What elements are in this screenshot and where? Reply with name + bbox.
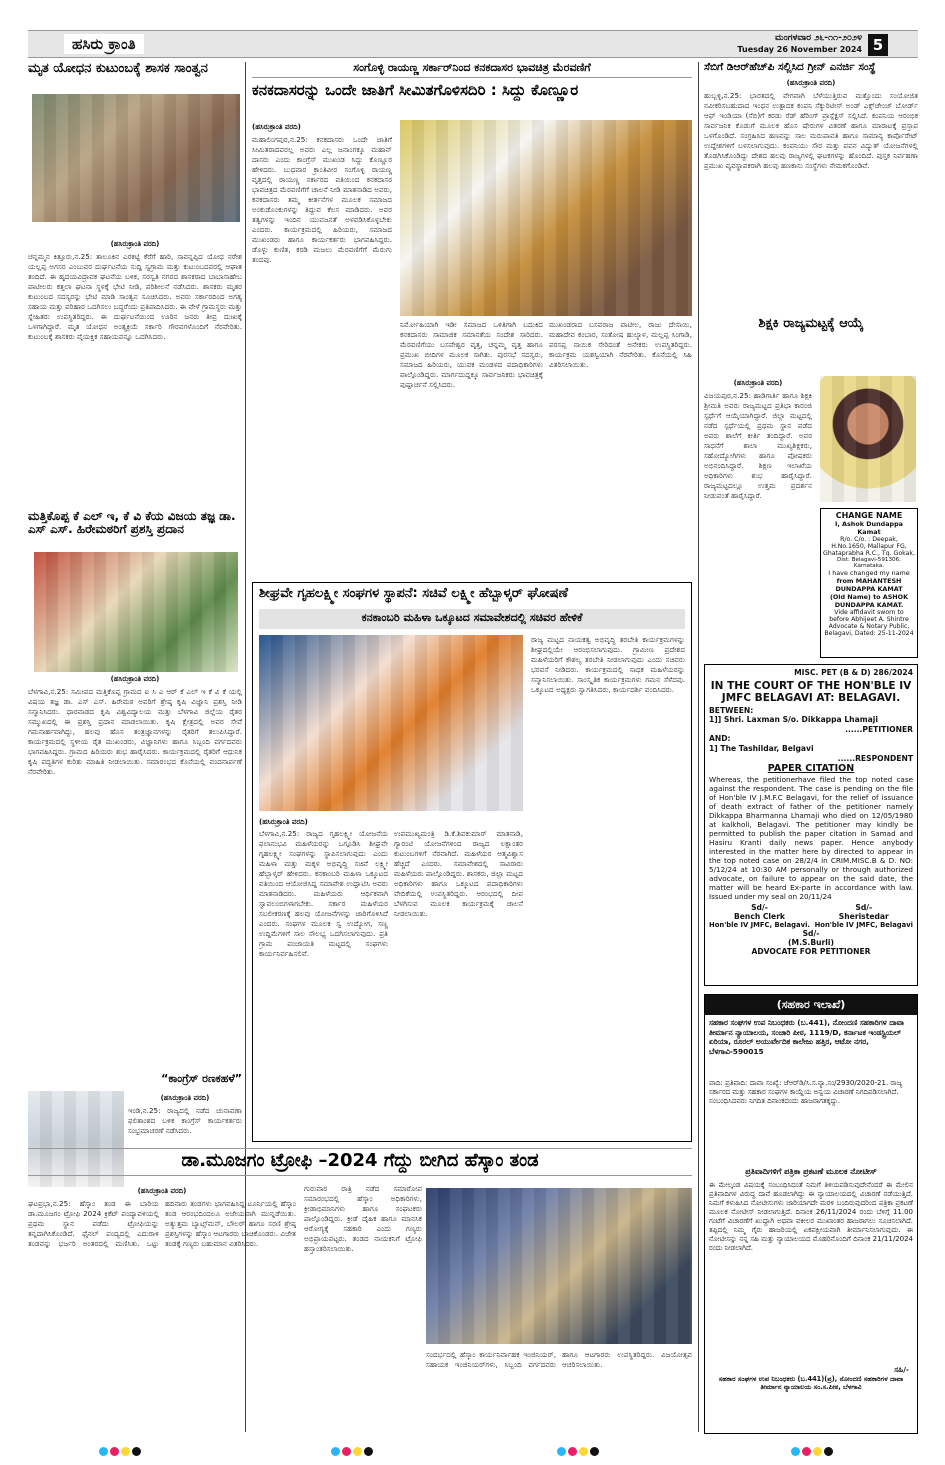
registration-dot [579,1447,588,1456]
body-kanakadasa-c: ಮುಖಂಡರಾದ ಬಸವರಾಜ ಪಾಟೀಲ, ರಾಜು ದೇಸಾಯಿ, ಮಹಾದೇವ ಕಂಬಾರ, ಸಂತೋಷ ಹುಲ್ಯಾಳ, ಮಲ್ಲಪ್ಪ ಸಿಂಗಾಡಿ, ಪರಸಪ್ಪ ನಾಯಿಕ ಸೇರಿದಂತೆ ಅನೇಕರು ಉಪಸ್ಥಿತರಿದ್ದರು. ಕಾರ್ಯಕ್ರಮ ಯಶಸ್ವಿಯಾಗಿ ನೆರವೇರಿತು. ಕೊನೆಯಲ್ಲಿ ಸಿಹಿ ವಿತರಿಸಲಾಯಿತು. [549,320,692,369]
change-name-line: DUNDAPPA KAMAT [835,585,903,593]
credit-teacher: (ಹಸಿರುಕ್ರಾಂತಿ ವರದಿ) [733,379,783,387]
credit-award: (ಹಸಿರುಕ್ರಾಂತಿ ವರದಿ) [110,675,160,683]
photo-gruhalakshmi-event [259,635,523,811]
masthead-date-en: Tuesday 26 November 2024 [737,45,862,54]
headline-gruhalakshmi: ಶೀಘ್ರವೇ ಗೃಹಲಕ್ಷ್ಮೀ ಸಂಘಗಳ ಸ್ಥಾಪನೆ: ಸಚಿವೆ ಲಕ್ಷ್ಮೀ ಹೆಬ್ಬಾಳ್ಕರ್ ಘೋಷಣೆ [259,586,569,601]
court-name-2: Hon'ble IV JMFC, Belagavi [814,921,913,930]
court-bench-clerk: Bench Clerk [733,912,785,922]
court-sd-advocate: Sd/- [802,929,820,939]
masthead-title: ಹಸಿರು ಕ್ರಾಂತಿ [64,34,144,54]
headline-congress: “ಕಾಂಗ್ರೆಸ್ ರಣಕಹಳೆ” [161,1073,242,1085]
body-gruhalakshmi-b: ಉಪಮುಖ್ಯಮಂತ್ರಿ ಡಿ.ಕೆ.ಶಿವಕುಮಾರ್ ಮಾತನಾಡಿ, ಗ್ಯಾರಂಟಿ ಯೋಜನೆಗಳಿಂದ ರಾಜ್ಯದ ಲಕ್ಷಾಂತರ ಕುಟುಂಬಗಳಿಗೆ ನೆರವಾಗಿದೆ. ಮಹಿಳೆಯರ ಆತ್ಮವಿಶ್ವಾಸ ಹೆಚ್ಚಿದೆ ಎಂದರು. ಸಮಾವೇಶದಲ್ಲಿ ಸಾವಿರಾರು ಮಹಿಳೆಯರು ಪಾಲ್ಗೊಂಡಿದ್ದರು. ಶಾಸಕರು, ಜಿಲ್ಲಾ ಮಟ್ಟದ ಅಧಿಕಾರಿಗಳು ಹಾಗೂ ಒಕ್ಕೂಟದ ಪದಾಧಿಕಾರಿಗಳು ವೇದಿಕೆಯಲ್ಲಿ ಉಪಸ್ಥಿತರಿದ್ದರು. ಆರಂಭದಲ್ಲಿ ದೀಪ ಬೆಳಗಿಸುವ ಮೂಲಕ ಕಾರ್ಯಕ್ರಮಕ್ಕೆ ಚಾಲನೆ ನೀಡಲಾಯಿತು. [394,829,523,918]
coop-notice-title: ಪ್ರತಿವಾದಿಗಳಿಗೆ ಪತ್ರಿಕಾ ಪ್ರಕಟಣೆ ಮೂಲಕ ನೋಟೀಸ್ [745,1167,877,1176]
change-name-line: before Abhijeet A. Shintre [829,616,909,623]
credit-congress: (ಹಸಿರುಕ್ರಾಂತಿ ವರದಿ) [160,1094,210,1102]
court-between: BETWEEN: [709,705,754,715]
body-cricket-c: ಸಂದರ್ಭದಲ್ಲಿ ಹೆಸ್ಕಾಂ ಕಾರ್ಯನಿರ್ವಾಹಕ ಇಂಜಿನಿಯರ್, ಸಹಾಯಕ ಇಂಜಿನಿಯರ್‌ಗಳು, ಸಿಬ್ಬಂದಿ ವರ್ಗದವರು ಹಾಗೂ ಆಟಗಾರರು ಉಪಸ್ಥಿತರಿದ್ದರು. ವಿಜಯೋತ್ಸವ ಆಚರಿಸಲಾಯಿತು. [426,1350,692,1369]
registration-dot [802,1447,811,1456]
body-green-energy: ಹುಬ್ಬಳ್ಳಿ,ನ.25: ಭಾರತದಲ್ಲಿ ವೇಗವಾಗಿ ಬೆಳೆಯುತ್ತಿರುವ ಮತ್ತೊಂದು ಸಂಯೋಜಿತ ನವೀಕರಿಸಬಹುದಾದ ಇಂಧನ ಉತ್ಪಾದಕ ಕಂಪನಿ ಸೆಕ್ಯುರಿಟೀಸ್ ಅಂಡ್ ಎಕ್ಸ್‌ಚೇಂಜ್ ಬೋರ್ಡ್ ಆಫ್ ಇಂಡಿಯಾ (ಸೆಬಿ)ಗೆ ಕರಡು ರೆಡ್ ಹೆರಿಂಗ್ ಪ್ರಾಸ್ಪೆಕ್ಟಸ್ ಸಲ್ಲಿಸಿದೆ. ಕಂಪನಿಯ ಆರಂಭಿಕ ಸಾರ್ವಜನಿಕ ಕೊಡುಗೆ ಮೂಲಕ ಹೊಸ ಷೇರುಗಳ ವಿತರಣೆ ಹಾಗೂ ಮಾರಾಟಕ್ಕೆ ಪ್ರಸ್ತಾಪ ಒಳಗೊಂಡಿದೆ. ಸಂಗ್ರಹಿಸಿದ ಹಣವನ್ನು ಸಾಲ ಮರುಪಾವತಿ ಹಾಗೂ ಸಾಮಾನ್ಯ ಕಾರ್ಪೊರೇಟ್ ಉದ್ದೇಶಗಳಿಗೆ ಬಳಸಲಾಗುವುದು. ಕಂಪನಿಯು ಸೌರ ಮತ್ತು ಪವನ ವಿದ್ಯುತ್ ಯೋಜನೆಗಳಲ್ಲಿ ತೊಡಗಿಸಿಕೊಂಡಿದ್ದು ದೇಶದ ಹಲವು ರಾಜ್ಯಗಳಲ್ಲಿ ಘಟಕಗಳನ್ನು ಹೊಂದಿದೆ. ಪುಸ್ತಕ ನಿರ್ವಹಣಾ ಪ್ರಮುಖ ವ್ಯವಸ್ಥಾಪಕರಾಗಿ ಹಲವು ಹಣಕಾಸು ಸಂಸ್ಥೆಗಳು ನೇಮಕಗೊಂಡಿವೆ. [704,91,918,170]
photo-award [34,552,238,672]
court-respondent: 1] The Tashildar, Belgavi [709,743,814,753]
court-citation-title: PAPER CITATION [767,763,855,775]
registration-dots-center [330,1441,374,1460]
body-teacher: ವಿಜಯಪುರ,ನ.25: ಹಾಡಿಗಾರ್ತಿ ಹಾಗೂ ಶಿಕ್ಷಕಿ ಶ್ರೀಮತಿ ಅವರು ರಾಜ್ಯಮಟ್ಟದ ಪ್ರತಿಭಾ ಕಾರಂಜಿ ಸ್ಪರ್ಧೆಗೆ ಆಯ್ಕೆಯಾಗಿದ್ದಾರೆ. ಜಿಲ್ಲಾ ಮಟ್ಟದಲ್ಲಿ ನಡೆದ ಸ್ಪರ್ಧೆಯಲ್ಲಿ ಪ್ರಥಮ ಸ್ಥಾನ ಪಡೆದ ಅವರು ಶಾಲೆಗೆ ಕೀರ್ತಿ ತಂದಿದ್ದಾರೆ. ಅವರ ಸಾಧನೆಗೆ ಶಾಲಾ ಮುಖ್ಯಶಿಕ್ಷಕರು, ಸಹೋದ್ಯೋಗಿಗಳು ಹಾಗೂ ಪೋಷಕರು ಅಭಿನಂದಿಸಿದ್ದಾರೆ. ಶಿಕ್ಷಣ ಇಲಾಖೆಯ ಅಧಿಕಾರಿಗಳು ಶುಭ ಹಾರೈಸಿದ್ದಾರೆ. ರಾಜ್ಯಮಟ್ಟದಲ್ಲೂ ಉತ್ತಮ ಪ್ರದರ್ಶನ ನೀಡುವಂತೆ ಹಾರೈಸಿದ್ದಾರೆ. [704,391,812,500]
change-name-line: Ghataprabha R.C., Tq. Gokak, [823,550,915,557]
registration-dot [557,1447,566,1456]
court-respondent-role: ......RESPONDENT [837,753,913,763]
credit-green-energy: (ಹಸಿರುಕ್ರಾಂತಿ ವರದಿ) [786,79,836,87]
right-column [704,62,918,1434]
registration-dot [132,1447,141,1456]
headline-award: ಮತ್ತಿಕೊಪ್ಪ ಕೆ ಎಲ್ ಇ, ಕೆ ವಿ ಕೆಯ ವಿಜಯ ತಜ್ಞ ಡಾ. ಎಸ್ ಎಸ್. ಹಿರೇಮಠರಿಗೆ ಪ್ರಶಸ್ತಿ ಪ್ರದಾನ [28,510,236,537]
coop-notice [704,994,918,1434]
coop-sign: ಸಹಿ/- [894,1365,909,1374]
change-name-line: I have changed my name [828,569,910,577]
headline-teacher: ಶಿಕ್ಷಕಿ ರಾಜ್ಯಮಟ್ಟಕ್ಕೆ ಆಯ್ಕೆ [758,317,864,331]
change-name-line: (Old Name) to ASHOK [829,593,909,601]
registration-dot [364,1447,373,1456]
body-cricket-b: ಗುರುವಾರ ರಾತ್ರಿ ನಡೆದ ಸಮಾರೋಪ ಸಮಾರಂಭದಲ್ಲಿ ಹೆಸ್ಕಾಂ ಅಧಿಕಾರಿಗಳು, ಕ್ರೀಡಾಭಿಮಾನಿಗಳು ಹಾಗೂ ಸಂಘಟಕರು ಪಾಲ್ಗೊಂಡಿದ್ದರು. ಕ್ರೀಡೆ ದೈಹಿಕ ಹಾಗೂ ಮಾನಸಿಕ ಆರೋಗ್ಯಕ್ಕೆ ಸಹಕಾರಿ ಎಂದು ಗಣ್ಯರು ಅಭಿಪ್ರಾಯಪಟ್ಟರು. ತಂಡದ ನಾಯಕನಿಗೆ ಟ್ರೋಫಿ ಹಸ್ತಾಂತರಿಸಲಾಯಿತು. [304,1184,422,1253]
body-congress: ಇಂಡಿ,ನ.25: ರಾಜ್ಯದಲ್ಲಿ ನಡೆದ ಚುನಾವಣಾ ಫಲಿತಾಂಶದ ಬಳಿಕ ಕಾಂಗ್ರೆಸ್ ಕಾರ್ಯಕರ್ತರು ಸಂಭ್ರಮಾಚರಣೆ ನಡೆಸಿದರು. [128,1106,242,1135]
registration-dot [813,1447,822,1456]
coop-intro: ಸಹಕಾರ ಸಂಘಗಳ ಉಪ ನಿಬಂಧಕರು (ಬ.441), ನೋಂದಣಿ ಸಹಕಾರಿಗಳ ದಾವಾ ತೀರ್ಮಾನ ನ್ಯಾಯಾಲಯ, ಸಂಚಾರಿ ಪೀಠ, 1119/D, ಕರ್ನಾಟಕ ಇಂಡಸ್ಟ್ರಿಯಲ್ ಏರಿಯಾ, ರೂರಲ್ ಅಯುರ್ವೇದಿಕ ಕಾಲೇಜು ಹತ್ತಿರ, ಆಟೋ ನಗರ, ಬೆಳಗಾವಿ-590015 [709,1018,904,1056]
registration-dot [342,1447,351,1456]
court-and: AND: [709,734,731,744]
body-award: ಬೆಳಗಾವಿ,ನ.25: ಸಮೀಪದ ಮತ್ತಿಕೊಪ್ಪ ಗ್ರಾಮದ ಐ ಸಿ ಎ ಆರ್ ಕೆ ಎಲ್ ಇ ಕೆ ವಿ ಕೆ ಯಲ್ಲಿ ವಿಷಯ ತಜ್ಞ ಡಾ. ಎಸ್ ಎಸ್. ಹಿರೇಮಠ ಅವರಿಗೆ ಶ್ರೇಷ್ಠ ಕೃಷಿ ವಿಜ್ಞಾನಿ ಪ್ರಶಸ್ತಿ ನೀಡಿ ಸನ್ಮಾನಿಸಿದರು. ಧಾರವಾಡದ ಕೃಷಿ ವಿಶ್ವವಿದ್ಯಾಲಯ ಮತ್ತು ಬೆಳಗಾವಿ ಜಿಲ್ಲೆಯ ರೈತರ ಸಮ್ಮುಖದಲ್ಲಿ ಈ ಪ್ರಶಸ್ತಿ ಪ್ರದಾನ ಮಾಡಲಾಯಿತು. ಕೃಷಿ ಕ್ಷೇತ್ರದಲ್ಲಿ ಅವರ ಸೇವೆ ಗಮನಾರ್ಹವಾಗಿದ್ದು, ಹಲವು ಹೊಸ ತಂತ್ರಜ್ಞಾನಗಳನ್ನು ರೈತರಿಗೆ ತಲುಪಿಸಿದ್ದಾರೆ. ಕಾರ್ಯಕ್ರಮದಲ್ಲಿ ಸ್ಥಳೀಯ ರೈತ ಮುಖಂಡರು, ವಿಜ್ಞಾನಿಗಳು ಹಾಗೂ ಸಿಬ್ಬಂದಿ ವರ್ಗದವರು ಭಾಗವಹಿಸಿದ್ದರು. ಗ್ರಾಮದ ಹಿರಿಯರು ಶುಭ ಹಾರೈಸಿದರು. ಕಾರ್ಯಕ್ರಮದಲ್ಲಿ ರೈತರಿಗೆ ಆಧುನಿಕ ಕೃಷಿ ಪದ್ಧತಿಗಳ ಕುರಿತು ಮಾಹಿತಿ ನೀಡಲಾಯಿತು. ಸಮಾರಂಭದ ಕೊನೆಯಲ್ಲಿ ವಂದನಾರ್ಪಣೆ ನೆರವೇರಿತು. [28,687,242,776]
gruhalakshmi-story [252,582,692,1142]
body-gruhalakshmi: ಬೆಳಗಾವಿ,ನ.25: ರಾಜ್ಯದ ಗೃಹಲಕ್ಷ್ಮೀ ಯೋಜನೆಯ ಫಲಾನುಭವಿ ಮಹಿಳೆಯರನ್ನು ಒಗ್ಗೂಡಿಸಿ ಶೀಘ್ರವೇ ಗೃಹಲಕ್ಷ್ಮೀ ಸಂಘಗಳನ್ನು ಸ್ಥಾಪಿಸಲಾಗುವುದು ಎಂದು ಮಹಿಳಾ ಮತ್ತು ಮಕ್ಕಳ ಅಭಿವೃದ್ಧಿ ಸಚಿವೆ ಲಕ್ಷ್ಮೀ ಹೆಬ್ಬಾಳ್ಕರ್ ಹೇಳಿದರು. ಕನಕಾಂಬರಿ ಮಹಿಳಾ ಒಕ್ಕೂಟದ ವತಿಯಿಂದ ಆಯೋಜಿಸಿದ್ದ ಸಮಾವೇಶ ಉದ್ಘಾಟಿಸಿ ಅವರು ಮಾತನಾಡಿದರು. ಮಹಿಳೆಯರು ಆರ್ಥಿಕವಾಗಿ ಸ್ವಾವಲಂಬಿಗಳಾಗಬೇಕು. ಸರ್ಕಾರ ಮಹಿಳೆಯರ ಸಬಲೀಕರಣಕ್ಕೆ ಹಲವು ಯೋಜನೆಗಳನ್ನು ಜಾರಿಗೊಳಿಸಿದೆ ಎಂದರು. ಸಂಘಗಳ ಮೂಲಕ ಸ್ವ ಉದ್ಯೋಗ, ಸಣ್ಣ ಉದ್ದಿಮೆಗಳಿಗೆ ಸಾಲ ಸೌಲಭ್ಯ ಒದಗಿಸಲಾಗುವುದು. ಪ್ರತಿ ಗ್ರಾಮ ಪಂಚಾಯತಿ ಮಟ್ಟದಲ್ಲಿ ಸಂಘಗಳು ಕಾರ್ಯನಿರ್ವಹಿಸಲಿವೆ. [259,829,388,958]
subhead-gruhalakshmi: ಕನಕಾಂಬರಿ ಮಹಿಳಾ ಒಕ್ಕೂಟದ ಸಮಾವೇಶದಲ್ಲಿ ಸಚಿವರ ಹೇಳಿಕೆ [259,609,685,629]
registration-dot [99,1447,108,1456]
court-body: Whereas, the petitionerhave filed the top noted case against the respondent. The case is pending on the file of Hon'ble IV J.M.F.C Belagavi, for the relief of issuance of death extract of father of the petitioner namely Dikkappa Bharmanna Lhamaji who died on 12/05/1980 at kalkholi, Belagavi. The petitioner may kindly be permitted to publish the paper citation in Samad and Hasiru Kranti daily news paper. Hence anybody interested in the matter here by directed to appear in the top noted case on 28/2/4 in CRIM.MISC.B & D. NO: 5/12/24 at 10:30 AM personally or through authorized advocate, on failure to appear on the said date, the matter will be heard Ex-parte in accordance with law. Issued under my seal on 20/11/24 [709,775,913,902]
kicker-kanakadasa: ಸಂಗೊಳ್ಳಿ ರಾಯಣ್ಣ ಸರ್ಕಾರ್‌ನಿಂದ ಕನಕದಾಸರ ಭಾವಚಿತ್ರ ಮೆರವಣಿಗೆ [252,62,692,78]
credit-soldier: (ಹಸಿರುಕ್ರಾಂತಿ ವರದಿ) [110,240,160,248]
court-name-1: Hon'ble IV JMFC, Belagavi. [709,921,810,930]
registration-dot [353,1447,362,1456]
headline-soldier: ಮೃತ ಯೋಧನ ಕುಟುಂಬಕ್ಕೆ ಶಾಸಕ ಸಾಂತ್ವನ [28,62,208,76]
registration-dots-left [98,1441,142,1460]
body-cricket: ಘಟಪ್ರಭಾ,ನ.25: ಹೆಸ್ಕಾಂ ತಂಡ ಈ ಬಾರಿಯ ಡಾ.ಮೂಜಗಂ ಟ್ರೋಫಿ 2024 ಕ್ರಿಕೆಟ್ ಪಂದ್ಯಾವಳಿಯಲ್ಲಿ ಪ್ರಥಮ ಸ್ಥಾನ ಪಡೆದು ಟ್ರೋಫಿಯನ್ನು ತನ್ನದಾಗಿಸಿಕೊಂಡಿದೆ. ಫೈನಲ್ ಪಂದ್ಯದಲ್ಲಿ ಎದುರಾಳಿ ತಂಡವನ್ನು ಭರ್ಜರಿ ಅಂತರದಲ್ಲಿ ಮಣಿಸಿತು. ಒಟ್ಟು ಹದಿನಾರು ತಂಡಗಳು ಭಾಗವಹಿಸಿದ್ದ ಟೂರ್ನಿಯಲ್ಲಿ ಹೆಸ್ಕಾಂ ತಂಡ ಆರಂಭದಿಂದಲೂ ಅಜೇಯವಾಗಿ ಮುನ್ನಡೆಯಿತು. ಅತ್ಯುತ್ತಮ ಬ್ಯಾಟ್ಸ್‌ಮನ್, ಬೌಲರ್ ಹಾಗೂ ಸರಣಿ ಶ್ರೇಷ್ಠ ಪ್ರಶಸ್ತಿಗಳನ್ನು ಹೆಸ್ಕಾಂ ಆಟಗಾರರು ಬಾಚಿಕೊಂಡರು. ವಿಜೇತ ತಂಡಕ್ಕೆ ಗಣ್ಯರು ಬಹುಮಾನ ವಿತರಿಸಿದರು. [28,1199,296,1248]
credit-cricket: (ಹಸಿರುಕ್ರಾಂತಿ ವರದಿ) [137,1187,187,1195]
coop-case: ವಾದಿ: ಪ್ರತಿವಾದಿ: ದಾವಾ ಸಂಖ್ಯೆ: ಜೆಆರ್‌ಡಿ/ಸಿ.ಸ.ನ್ಯಾ.ಸಂ/2930/2020-21. ರಾಜ್ಯ ಸರ್ಕಾರದ ಮತ್ತು ಸಹಕಾರ ಸಂಘಗಳ ಕಾಯ್ದೆಯ ಅನ್ವಯ ವಿಚಾರಣೆ ನಿಗದಿಪಡಿಸಲಾಗಿದೆ. ಸಂಬಂಧಿಸಿದವರು ನಿಗದಿತ ದಿನಾಂಕದಂದು ಹಾಜರಾಗತಕ್ಕದ್ದು. [709,1079,903,1105]
coop-sign-role: ಸಹಕಾರ ಸಂಘಗಳ ಉಪ ನಿಬಂಧಕರು (ಬ.441)(ಪ್ರ), ನೋಂದಣಿ ಸಹಕಾರಿಗಳ ದಾವಾ ತೀರ್ಮಾನ ನ್ಯಾಯಾಲಯ ಸಂ.ಸ.ಪೀಠ, ಬೆಳಗಾವಿ [718,1375,904,1392]
masthead [28,30,918,58]
registration-dot [568,1447,577,1456]
court-ref: MISC. PET (B & D) 286/2024 [794,668,913,677]
credit-kanakadasa: (ಹಸಿರುಕ್ರಾಂತಿ ವರದಿ) [252,123,301,131]
headline-kanakadasa: ಕನಕದಾಸರನ್ನು ಒಂದೇ ಜಾತಿಗೆ ಸೀಮಿತಗೊಳಿಸದಿರಿ : ಸಿದ್ದು ಕೊಣ್ಣೂರ [252,82,579,99]
registration-dot [331,1447,340,1456]
court-sd-sherist: Sd/- [855,903,873,913]
change-name-line: DUNDAPPA KAMAT. [834,601,904,609]
photo-teacher [820,376,916,502]
cricket-story [28,1148,692,1434]
registration-dot [121,1447,130,1456]
page-number: 5 [868,34,888,56]
body-kanakadasa: ಮಹಾಲಿಂಗಪುರ,ನ.25: ಕನಕದಾಸರು ಒಂದೇ ಜಾತಿಗೆ ಸೀಮಿತರಾದವರಲ್ಲ ಅವರು ಎಲ್ಲ ಜನಾಂಗಕ್ಕೂ ಮಹಾನ್ ದಾಸರು ಎಂದು ಕಾಂಗ್ರೆಸ್ ಮುಖಂಡ ಸಿದ್ದು ಕೊಣ್ಣೂರ ಹೇಳಿದರು. ಬುಧವಾರ ಕ್ರಾಂತಿವೀರ ಸಂಗೊಳ್ಳಿ ರಾಯಣ್ಣ ವೃತ್ತದಲ್ಲಿ ರಾಯಣ್ಣ ಸರ್ಕಾರದ ವತಿಯಿಂದ ಕನಕದಾಸರ ಭಾವಚಿತ್ರದ ಮೆರವಣಿಗೆಗೆ ಚಾಲನೆ ನೀಡಿ ಮಾತನಾಡಿದ ಅವರು, ಕನಕದಾಸರು ತಮ್ಮ ಕೀರ್ತನೆಗಳ ಮೂಲಕ ಸಮಾಜದ ಅಂಕುಡೊಂಕುಗಳನ್ನು ತಿದ್ದುವ ಕೆಲಸ ಮಾಡಿದರು. ಅವರ ತತ್ವಗಳನ್ನು ಇಂದಿನ ಯುವಜನತೆ ಅಳವಡಿಸಿಕೊಳ್ಳಬೇಕು ಎಂದರು. ಕಾರ್ಯಕ್ರಮದಲ್ಲಿ ಹಿರಿಯರು, ಸಮಾಜದ ಮುಖಂಡರು ಹಾಗೂ ಕಾರ್ಯಕರ್ತರು ಭಾಗವಹಿಸಿದ್ದರು. ಡೊಳ್ಳು ಕುಣಿತ, ಕರಡಿ ಮಜಲು ಮೆರವಣಿಗೆಗೆ ಮೆರುಗು ತಂದವು. [252,135,392,264]
court-advocate-role: ADVOCATE FOR PETITIONER [751,947,871,957]
registration-dot [110,1447,119,1456]
change-name-title: CHANGE NAME [835,511,903,520]
photo-kanakadasa-procession [400,120,692,316]
headline-green-energy: ಸೆಬಿಗೆ ಡಿಆರ್‌ಹೆಚ್‌ಪಿ ಸಲ್ಲಿಸಿದ ಗ್ರೀನ್ ಎನರ್ಜಿ ಸಂಸ್ಥೆ [704,62,876,73]
court-sheristedar: Sheristedar [838,912,889,922]
change-name-line: Dist: Belagavi-591306, Karnataka. [837,557,901,569]
change-name-notice [820,508,918,658]
court-advocate: (M.S.Burli) [788,938,834,948]
change-name-line: Advocate & Notary Public, [828,623,910,630]
change-name-line: H.No.1650, Mallapur FG, [831,543,907,550]
change-name-line: Belagavi, Dated: 25-11-2024 [824,630,914,637]
change-name-line: I, Ashok Dundappa Kamat [835,520,903,536]
headline-cricket: ಡಾ.ಮೂಜಗಂ ಟ್ರೋಫಿ –2024 ಗೆದ್ದು ಬೀಗಿದ ಹೆಸ್ಕಾಂ ತಂಡ [28,1148,692,1176]
body-kanakadasa-b: ನಿರ್ಮೋಹಿಯಾಗಿ ಇಡೀ ಸಮಾಜದ ಒಳಿತಿಗಾಗಿ ಬದುಕಿದ ಕನಕದಾಸರು ಸಾಮಾಜಿಕ ಸಮಾನತೆಯ ಸಂದೇಶ ಸಾರಿದರು. ಮೆರವಣಿಗೆಯು ಬಸವೇಶ್ವರ ವೃತ್ತ, ಚನ್ನಮ್ಮ ವೃತ್ತ ಹಾಗೂ ಪ್ರಮುಖ ಬೀದಿಗಳ ಮೂಲಕ ಸಾಗಿತು. ಪುರಸಭೆ ಸದಸ್ಯರು, ಸಮಾಜದ ಹಿರಿಯರು, ಯುವಕ ಮಂಡಳದ ಪದಾಧಿಕಾರಿಗಳು ಪಾಲ್ಗೊಂಡಿದ್ದರು. ಮಾರ್ಗದುದ್ದಕ್ಕೂ ಸಾರ್ವಜನಿಕರು ಭಾವಚಿತ್ರಕ್ಕೆ ಪುಷ್ಪಾರ್ಚನೆ ಸಲ್ಲಿಸಿದರು. [400,320,543,389]
court-petitioner-role: ......PETITIONER [845,724,913,734]
credit-gruhalakshmi: (ಹಸಿರುಕ್ರಾಂತಿ ವರದಿ) [259,818,308,826]
registration-dot [791,1447,800,1456]
photo-cricket-team [426,1188,692,1344]
center-top-story [252,62,692,572]
coop-title: (ಸಹಕಾರ ಇಲಾಖೆ) [705,995,917,1015]
change-name-line: Vide affidavit sworn to [834,609,904,616]
court-sd-clerk: Sd/- [751,903,768,913]
coop-notice-body: ಈ ಮೇಲ್ಕಂಡ ವಿಷಯಕ್ಕೆ ಸಂಬಂಧಿಸಿದಂತೆ ನಿಮಗೆ ತಿಳಿಯಪಡಿಸುವುದೇನೆಂದರೆ ಈ ಮೇಲಿನ ಪ್ರತಿವಾದಿಗಳ ವಿರುದ್ಧ ದಾವೆ ಹೂಡಲಾಗಿದ್ದು ಈ ನ್ಯಾಯಾಲಯದಲ್ಲಿ ವಿಚಾರಣೆ ನಡೆಯುತ್ತಿದೆ. ನಿಮಗೆ ಕಳುಹಿಸಿದ ನೋಟೀಸುಗಳು ಜಾರಿಯಾಗದೇ ಮರಳಿ ಬಂದಿರುವುದರಿಂದ ಪತ್ರಿಕಾ ಪ್ರಕಟಣೆ ಮೂಲಕ ನೋಟೀಸ್ ನೀಡಲಾಗುತ್ತಿದೆ. ದಿನಾಂಕ 26/11/2024 ರಂದು ಬೆಳಿಗ್ಗೆ 11.00 ಗಂಟೆಗೆ ವಿಚಾರಣೆಗೆ ಖುದ್ದಾಗಿ ಅಥವಾ ವಕೀಲರ ಮುಖಾಂತರ ಹಾಜರಾಗಲು ಸೂಚಿಸಲಾಗಿದೆ. ತಪ್ಪಿದಲ್ಲಿ ನಿಮ್ಮ ಗೈರು ಹಾಜರಿಯಲ್ಲಿ ಏಕಪಕ್ಷೀಯವಾಗಿ ತೀರ್ಮಾನಿಸಲಾಗುವುದು. ಈ ನೋಟೀಸನ್ನು ನನ್ನ ಸಹಿ ಮತ್ತು ನ್ಯಾಯಾಲಯದ ಮೊಹರಿನೊಂದಿಗೆ ದಿನಾಂಕ 21/11/2024 ರಂದು ನೀಡಲಾಗಿದೆ. [709,1181,913,1252]
photo-soldier-family [32,94,240,222]
change-name-line: from MAHANTESH [836,577,902,585]
change-name-line: R/o. C/o. : Deepak, [840,536,898,543]
court-notice [704,664,918,986]
registration-dots-mid [556,1441,600,1460]
registration-dot [590,1447,599,1456]
masthead-date-kn: ಮಂಗಳವಾರ ೨೬-೧೧-೨೦೨೪ [775,33,862,43]
body-gruhalakshmi-c: ರಾಜ್ಯ ಮಟ್ಟದ ನಾಯಕತ್ವ ಅಭಿವೃದ್ಧಿ ತರಬೇತಿ ಕಾರ್ಯಕ್ರಮಗಳನ್ನು ಶೀಘ್ರದಲ್ಲಿಯೇ ಆರಂಭಿಸಲಾಗುವುದು. ಗ್ರಾಮೀಣ ಪ್ರದೇಶದ ಮಹಿಳೆಯರಿಗೆ ಕೌಶಲ್ಯ ತರಬೇತಿ ನೀಡಲಾಗುವುದು ಎಂದು ಸಚಿವರು ಭರವಸೆ ನೀಡಿದರು. ಕಾರ್ಯಕ್ರಮದಲ್ಲಿ ಸಾಧಕ ಮಹಿಳೆಯರನ್ನು ಸನ್ಮಾನಿಸಲಾಯಿತು. ಸಾಂಸ್ಕೃತಿಕ ಕಾರ್ಯಕ್ರಮಗಳು ಗಮನ ಸೆಳೆದವು. ಒಕ್ಕೂಟದ ಅಧ್ಯಕ್ಷರು ಸ್ವಾಗತಿಸಿದರು, ಕಾರ್ಯದರ್ಶಿ ವಂದಿಸಿದರು. [531,635,685,694]
registration-dots-right [790,1441,834,1460]
court-heading: IN THE COURT OF THE HON'BLE IV JMFC BELAGAVI AT: BELAGAVI. [710,679,912,704]
court-petitioner: 1]] Shri. Laxman S/o. Dikkappa Lhamaji [709,715,878,725]
body-soldier: ಚನ್ನಮ್ಮನ ಕಿತ್ತೂರು,ನ.25: ತಾಲೂಕಿನ ಎರಕಟ್ಟಿ ಕೆರೆಗೆ ಹಾರಿ, ಸಾವನ್ನಪ್ಪಿದ ಯೋಧ ನರೇಶ ಯಲ್ಲಪ್ಪ ಅಗಸರ ಎಂಬುವರ ದುರ್ಘಟನೆಯ ಸುದ್ದಿ ಸ್ವಗ್ರಾಮ ಮತ್ತು ಕುಟುಂಬದವರಲ್ಲಿ ಆಘಾತ ತಂದಿದೆ. ಈ ಹೃದಯವಿದ್ರಾವಕ ಘಟನೆಯ ಬಳಿಕ, ಸರಸ್ವತಿ ನಗರದ ಶಾಸಕರಾದ ಬಾಬಾಸಾಹೇಬ ಪಾಟೀಲರು ಕತ್ತಲಾ ಘಟನಾ ಸ್ಥಳಕ್ಕೆ ಭೇಟಿ ನೀಡಿ, ಪರಿಶೀಲನೆ ನಡೆಸಿದರು. ಶಾಸಕರು ಮೃತರ ಕುಟುಂಬದ ಸದಸ್ಯರನ್ನು ಭೇಟಿ ಮಾಡಿ ಸಾಂತ್ವನ ಸೂಚಿಸಿದರು. ಅವರು ಸರ್ಕಾರದಿಂದ ಅಗತ್ಯ ಸಹಾಯ ಮತ್ತು ಪರಿಹಾರ ಒದಗಿಸಲು ಬದ್ಧರೆಂದು ಪ್ರತಿಪಾದಿಸಿದರು. ಈ ವೇಳೆ ಗ್ರಾಮಸ್ಥರು ಮತ್ತು ಸ್ನೇಹಿತರು ಉಪಸ್ಥಿತರಿದ್ದರು. ಈ ದುರ್ಘಟನೆಯಿಂದ ಊರಿನ ಜನರು ತೀವ್ರ ದುಃಖಕ್ಕೆ ಒಳಗಾಗಿದ್ದಾರೆ. ಮೃತ ಯೋಧನ ಅಂತ್ಯಕ್ರಿಯೆ ಸರ್ಕಾರಿ ಗೌರವಗಳೊಂದಿಗೆ ನೆರವೇರಿತು. ಕುಟುಂಬಕ್ಕೆ ಶಾಸಕರು ವೈಯಕ್ತಿಕ ಸಹಾಯವನ್ನೂ ಒದಗಿಸಿದರು. [28,252,242,341]
registration-dot [824,1447,833,1456]
